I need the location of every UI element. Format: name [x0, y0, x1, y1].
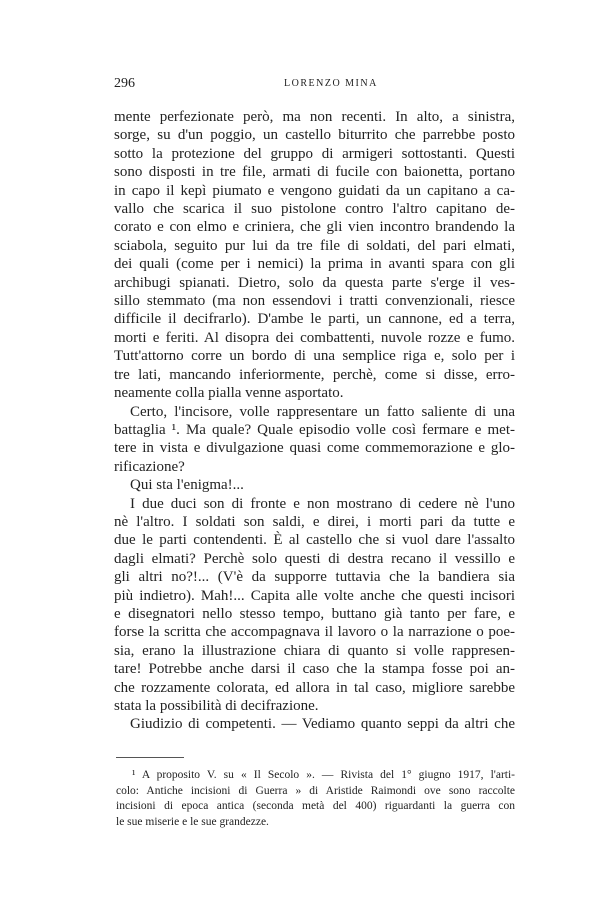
body-line: forse la scritta che accompagnava il lavoro o la narrazione o poe- — [114, 624, 515, 641]
body-line: sono disposti in tre file, armati di fucile con baionetta, portano — [114, 164, 515, 181]
body-line: gli altri no?!... (V'è da supporre tuttavia che la bandiera sia — [114, 569, 515, 586]
running-head: LORENZO MINA — [284, 78, 378, 89]
body-line: rificazione? — [114, 458, 185, 475]
body-line: dei quali (come per i nemici) la prima in avanti spara con gli — [114, 256, 515, 273]
body-line: tre lati, mancando inferiormente, perchè, come si disse, erro- — [114, 366, 515, 383]
body-line: neamente colla pialla venne asportato. — [114, 385, 344, 402]
footnote-rule — [116, 757, 184, 758]
page-header — [114, 76, 514, 96]
footnote-line: incisioni di epoca antica (seconda metà del 400) riguardanti la guerra con — [116, 800, 515, 812]
footnote-line: le sue miserie e le sue grandezze. — [116, 815, 269, 828]
body-line: vallo che scarica il suo pistolone contro l'altro capitano de- — [114, 201, 515, 218]
body-line: sillo stemmato (ma non essendovi i tratti convenzionali, riesce — [114, 293, 515, 310]
body-line: due le parti contendenti. È al castello che si vuol dare l'assalto — [114, 532, 515, 549]
footnote-line: ¹ A proposito V. su « Il Secolo ». — Rivista del 1° giugno 1917, l'arti- — [132, 769, 515, 781]
body-text — [114, 108, 515, 734]
body-line: Tutt'attorno corre un bordo di una semplice riga e, solo per i — [114, 348, 515, 365]
body-line: che rozzamente colorata, ed allora in tal caso, migliore sarebbe — [114, 679, 515, 696]
body-line: più indietro). Mah!... Capita alle volte anche che questi incisori — [114, 587, 515, 604]
body-line: archibugi spianati. Dietro, solo da questa parte s'erge il ves- — [114, 274, 515, 291]
body-line: sia, erano la illustrazione chiara di quanto si volle rappresen- — [114, 642, 515, 659]
body-line: Qui sta l'enigma!... — [130, 477, 244, 494]
body-line: sotto la protezione del gruppo di armigeri sottostanti. Questi — [114, 145, 515, 162]
footnote — [116, 768, 515, 830]
body-line: I due duci son di fronte e non mostrano di cedere nè l'uno — [130, 495, 515, 512]
body-line: sorge, su d'un poggio, un castello biturrito che parrebbe posto — [114, 127, 515, 144]
page-number: 296 — [114, 76, 135, 91]
body-line: dagli elmati? Perchè solo questi di destra recano il vessillo e — [114, 550, 515, 567]
body-line: tere in vista e divulgazione quasi come commemorazione e glo- — [114, 440, 515, 457]
body-line: stata la possibilità di decifrazione. — [114, 698, 319, 714]
body-line: e disegnatori nello stesso tempo, buttano già tanto per fare, e — [114, 605, 515, 622]
body-line: battaglia ¹. Ma quale? Quale episodio volle così fermare e met- — [114, 421, 515, 438]
footnote-line: colo: Antiche incisioni di Guerra » di Aristide Raimondi ove sono raccolte — [116, 784, 515, 797]
body-line: Giudizio di competenti. — Vediamo quanto seppi da altri che — [130, 716, 515, 733]
body-line: nè l'altro. I soldati son saldi, e direi, i morti pari da tutte e — [114, 513, 515, 530]
body-line: difficile il decifrarlo). D'ambe le parti, un cannone, ed a terra, — [114, 311, 515, 328]
body-line: in capo il kepì piumato e vengono guidati da un capitano a ca- — [114, 182, 515, 199]
body-line: sciabola, seguito pur lui da tre file di soldati, del pari elmati, — [114, 237, 515, 254]
body-line: Certo, l'incisore, volle rappresentare un fatto saliente di una — [130, 403, 515, 420]
body-line: mente perfezionate però, ma non recenti. In alto, a sinistra, — [114, 109, 515, 125]
body-line: morti e feriti. Al disopra dei combattenti, nuvole rozze e fumo. — [114, 329, 515, 346]
body-line: tare! Potrebbe anche darsi il caso che la stampa fosse poi an- — [114, 661, 515, 678]
body-line: corato e con elmo e criniera, che gli vien incontro brandendo la — [114, 219, 515, 236]
